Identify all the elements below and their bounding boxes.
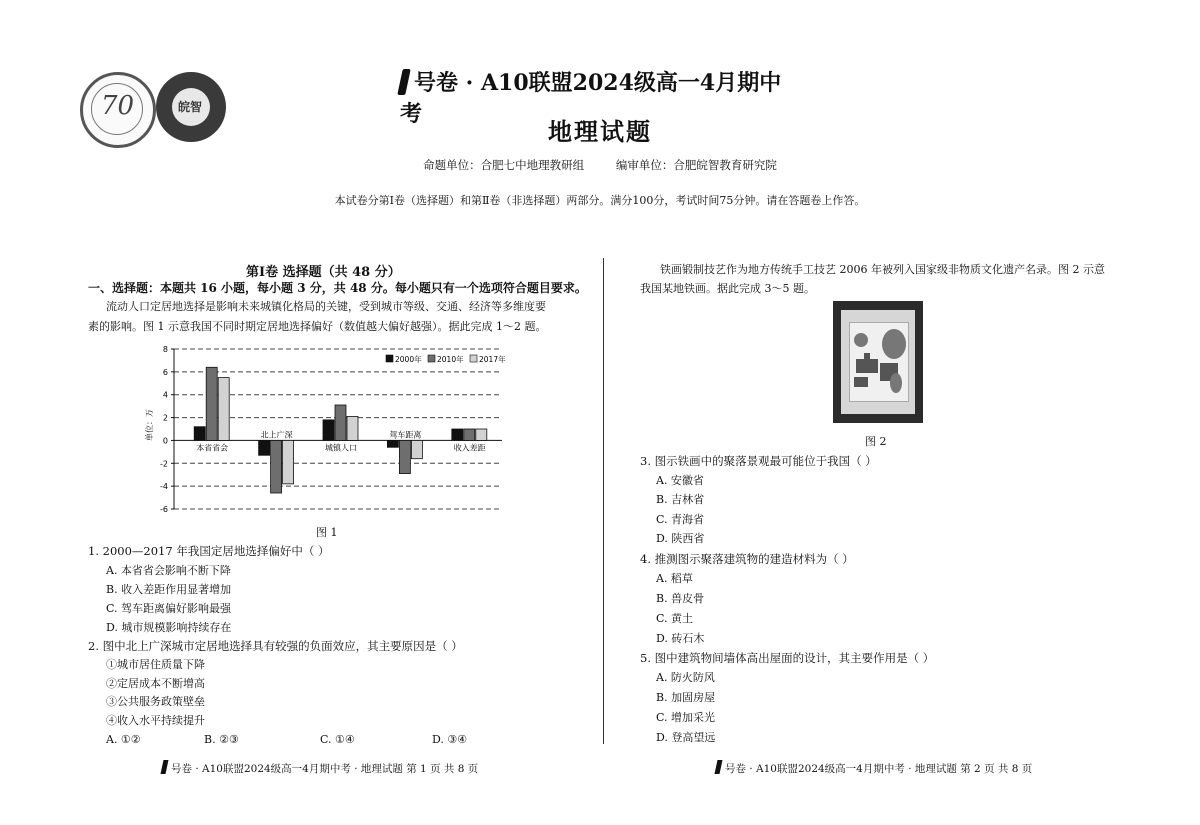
subject-title: 地理试题 [548, 117, 652, 146]
q2-statement-2: ②定居成本不断增高 [106, 677, 205, 690]
y-tick-label: 2 [162, 413, 168, 423]
y-tick-label: 0 [162, 436, 168, 446]
q3-option-c: C. 青海省 [656, 513, 705, 526]
bar-3 [347, 416, 358, 440]
q4-option-b: B. 兽皮骨 [656, 592, 705, 605]
q5-option-b: B. 加固房屋 [656, 691, 716, 704]
exam-units [0, 157, 1200, 173]
footer-brand-icon [161, 760, 169, 774]
bar-1 [194, 427, 205, 441]
bar-3 [476, 429, 487, 440]
q4-option-d: D. 砖石木 [656, 632, 705, 645]
q3-option-d: D. 陕西省 [656, 532, 705, 545]
question-5-stem: 5. 图中建筑物间墙体高出屋面的设计，其主要作用是（ ） [640, 651, 935, 665]
bar-1 [387, 440, 398, 447]
bar-2 [464, 429, 475, 440]
q2-choice-b: B. ②③ [204, 733, 239, 746]
q1-option-d: D. 城市规模影响持续存在 [106, 621, 232, 634]
footer-left: 号卷 · A10联盟2024级高一4月期中考 · 地理试题 第 1 页 共 8 页 [162, 760, 478, 776]
right-intro-line-1: 铁画锻制技艺作为地方传统手工技艺 2006 年被列入国家级非物质文化遗产名录。图 2 示意 [660, 263, 1105, 276]
bar-2 [335, 405, 346, 440]
bar-1 [259, 440, 270, 455]
intro-line-2: 素的影响。图 1 示意我国不同时期定居地选择偏好（数值越大偏好越强）。据此完成 1～2 题。 [88, 320, 547, 333]
q1-option-c: C. 驾车距离偏好影响最强 [106, 602, 232, 615]
chart-legend [386, 354, 506, 364]
q2-statement-3: ③公共服务政策壁垒 [106, 695, 205, 708]
figure-2-caption: 图 2 [865, 435, 887, 448]
editor-unit: 编审单位：合肥皖智教育研究院 [615, 158, 777, 172]
figure-1-chart [140, 340, 520, 518]
section-heading: 一、选择题：本题共 16 小题，每小题 3 分，共 48 分。每小题只有一个选项符合题目要求。 [88, 281, 587, 295]
bar-3 [411, 440, 422, 458]
q2-choice-a: A. ①② [106, 733, 141, 746]
legend-swatch [470, 355, 477, 362]
q4-option-c: C. 黄土 [656, 612, 694, 625]
bar-2 [271, 440, 282, 493]
footer-right: 号卷 · A10联盟2024级高一4月期中考 · 地理试题 第 2 页 共 8 页 [716, 760, 1032, 776]
y-tick-label: -4 [160, 482, 168, 492]
y-tick-label: 4 [162, 390, 168, 400]
setter-unit: 命题单位：合肥七中地理教研组 [423, 158, 585, 172]
category-label: 本省省会 [196, 443, 229, 453]
question-4-stem: 4. 推测图示聚落建筑物的建造材料为（ ） [640, 552, 854, 566]
brand-mark-icon [397, 69, 411, 95]
q2-statement-4: ④收入水平持续提升 [106, 714, 205, 727]
q1-option-b: B. 收入差距作用显著增加 [106, 583, 232, 596]
q5-option-a: A. 防火防风 [656, 671, 715, 684]
section-title: 第Ⅰ卷 选择题（共 48 分） [246, 265, 401, 280]
legend-label: 2017年 [479, 355, 506, 364]
y-tick-label: 8 [162, 345, 168, 354]
legend-label: 2000年 [395, 355, 422, 364]
intro-line-1: 流动人口定居地选择是影响未来城镇化格局的关键，受到城市等级、交通、经济等多维度要 [106, 300, 546, 313]
q4-option-a: A. 稻草 [656, 572, 693, 585]
exam-title: 号卷 · A10联盟2024级高一4月期中考 [400, 66, 800, 128]
bar-3 [283, 440, 294, 483]
figure-1-caption: 图 1 [316, 526, 338, 539]
y-tick-label: -6 [160, 505, 168, 514]
chart-bars [194, 367, 487, 493]
legend-label: 2010年 [437, 355, 464, 364]
question-3-stem: 3. 图示铁画中的聚落景观最可能位于我国（ ） [640, 454, 877, 468]
q2-statement-1: ①城市居住质量下降 [106, 658, 205, 671]
q5-option-d: D. 登高望远 [656, 731, 716, 744]
category-label: 北上广深 [260, 430, 293, 440]
school-seal-logo: 70 [80, 72, 156, 148]
question-1-stem: 1. 2000—2017 年我国定居地选择偏好中（ ） [88, 544, 330, 558]
y-tick-labels [160, 345, 174, 514]
bar-1 [452, 429, 463, 440]
category-label: 收入差距 [453, 443, 486, 453]
q2-choice-c: C. ①④ [320, 733, 355, 746]
y-tick-label: 6 [162, 367, 168, 377]
legend-swatch [428, 355, 435, 362]
question-2-stem: 2. 图中北上广深城市定居地选择具有较强的负面效应，其主要原因是（ ） [88, 639, 463, 653]
iron-painting-photo [833, 301, 923, 423]
q3-option-b: B. 吉林省 [656, 493, 705, 506]
category-label: 城镇人口 [325, 443, 357, 453]
exam-notice: 本试卷分第Ⅰ卷（选择题）和第Ⅱ卷（非选择题）两部分。满分100分，考试时间75分钟。请在答题卷上作答。 [334, 194, 866, 207]
legend-swatch [386, 355, 393, 362]
footer-brand-icon [715, 760, 723, 774]
wanzhi-education-logo: 皖智 [156, 72, 226, 142]
bar-3 [218, 378, 229, 441]
q2-choice-d: D. ③④ [432, 733, 468, 746]
y-tick-label: -2 [160, 459, 168, 469]
q1-option-a: A. 本省省会影响不断下降 [106, 564, 231, 577]
q3-option-a: A. 安徽省 [656, 474, 704, 487]
q5-option-c: C. 增加采光 [656, 711, 716, 724]
bar-1 [323, 420, 334, 441]
column-divider [603, 258, 604, 744]
bar-2 [399, 440, 410, 473]
right-intro-line-2: 我国某地铁画。据此完成 3～5 题。 [640, 282, 815, 295]
y-axis-label: 单位：万 [145, 409, 154, 441]
bar-2 [206, 367, 217, 440]
category-label: 驾车距离 [389, 430, 422, 440]
